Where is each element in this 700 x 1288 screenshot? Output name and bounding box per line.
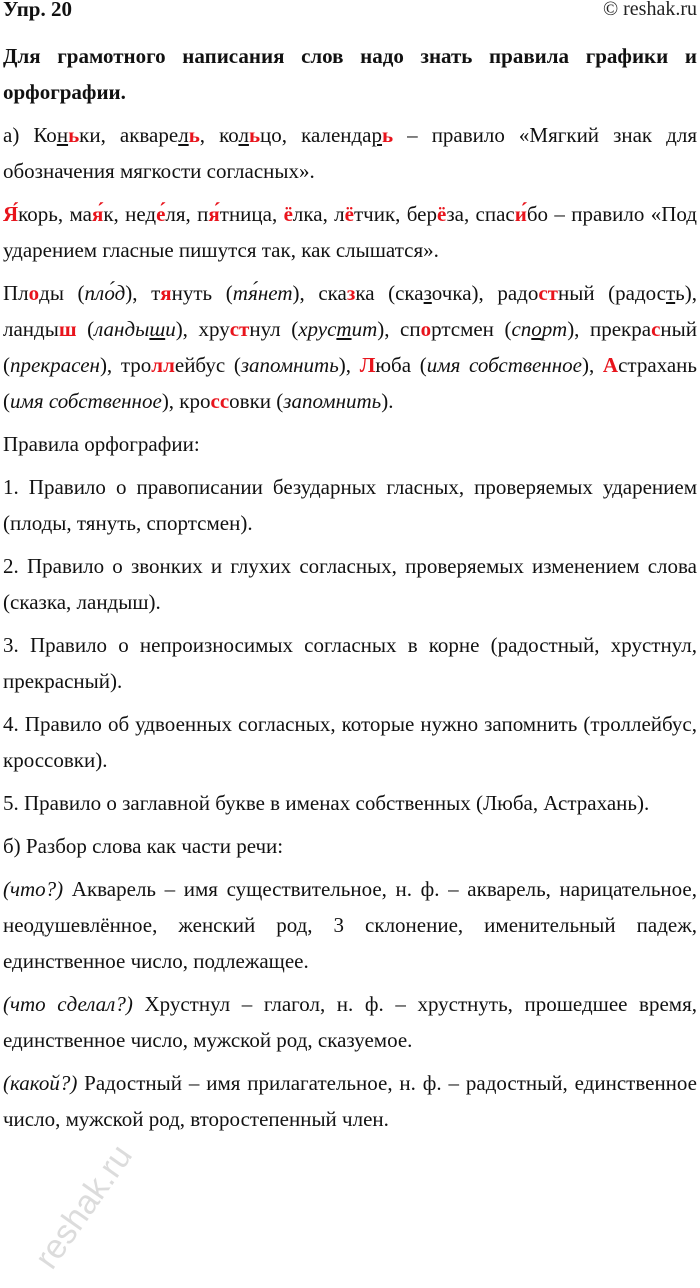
text-run: ейбус ( — [174, 353, 241, 377]
highlighted-letter: ь — [382, 123, 394, 147]
text-run: юба ( — [375, 353, 427, 377]
text-run: ка (ска — [355, 281, 424, 305]
text-run: овки ( — [229, 389, 284, 413]
parse-question: (что?) — [3, 877, 64, 901]
text-run: ), — [581, 353, 603, 377]
text-run: ), ска — [292, 281, 347, 305]
text-run: ь), ланды — [3, 281, 697, 341]
text-run: тя́нет — [232, 281, 293, 305]
rule-item: 5. Правило о заглавной букве в именах собственных (Люба, Астрахань). — [3, 791, 650, 815]
text-run: запомнить — [240, 353, 339, 377]
highlighted-letter: о — [420, 317, 432, 341]
highlighted-letter: ё — [437, 202, 447, 226]
highlighted-letter: и́ — [514, 202, 527, 226]
highlighted-letter: ст — [229, 317, 250, 341]
text-run: бо – правило «Под ударением гласные пишутся так, как слышатся». — [3, 202, 697, 262]
text-run: лка, л — [292, 202, 345, 226]
text-run: за, спас — [446, 202, 515, 226]
text-run: и — [165, 317, 176, 341]
text-run: рт — [541, 317, 568, 341]
text-run: Пл — [3, 281, 29, 305]
text-run: ), — [338, 353, 360, 377]
parse-question: (что сделал?) — [3, 992, 133, 1016]
parse-item — [3, 986, 697, 1058]
highlighted-letter: с — [651, 317, 661, 341]
paragraph-stressed-vowels — [3, 196, 697, 268]
rule-item: 2. Правило о звонких и глухих согласных, проверяемых изменением слова (сказка, ландыш). — [3, 554, 697, 614]
text-run: ный ( — [3, 317, 697, 377]
parse-text: Радостный – имя прилагательное, н. ф. – радостный, единственное число, мужской род, второстепенный член. — [3, 1071, 697, 1131]
intro-text: Для грамотного написания слов надо знать правила графики и орфографии. — [3, 44, 697, 104]
highlighted-letter: ь — [188, 123, 200, 147]
highlighted-letter: о — [28, 281, 40, 305]
text-run: ), кро — [161, 389, 211, 413]
parse-item — [3, 871, 697, 979]
text-run: ки, акваре — [79, 123, 179, 147]
highlighted-letter: Я́ — [3, 202, 19, 226]
rule-item: 4. Правило об удвоенных согласных, которые нужно запомнить (троллейбус, кроссовки). — [3, 712, 697, 772]
rule-item: 3. Правило о непроизносимых согласных в корне (радостный, хрустнул, прекрасный). — [3, 633, 697, 693]
text-run: сп — [511, 317, 532, 341]
text-run: тчик, бер — [354, 202, 437, 226]
text-run: ). — [381, 389, 394, 413]
text-run: л — [178, 123, 189, 147]
text-run: ), прекра — [567, 317, 652, 341]
highlighted-letter: ё — [283, 202, 293, 226]
text-run: нул ( — [249, 317, 299, 341]
text-run: т — [665, 281, 676, 305]
highlighted-letter: А — [602, 353, 619, 377]
text-run: запомнить — [283, 389, 382, 413]
highlighted-letter: я́ — [208, 202, 220, 226]
watermark-logo — [0, 1128, 174, 1288]
text-run: пло́д — [84, 281, 126, 305]
text-run: ланды — [94, 317, 150, 341]
rule-item: 1. Правило о правописании безударных гласных, проверяемых ударением (плоды, тянуть, спортсмен). — [3, 475, 697, 535]
watermark-text: reshak.ru — [27, 1137, 140, 1276]
text-run: л — [238, 123, 249, 147]
text-run: страхань ( — [3, 353, 697, 413]
text-run: ), сп — [377, 317, 421, 341]
parse-item — [3, 1065, 697, 1137]
text-run: з — [423, 281, 432, 305]
copyright: © reshak.ru — [602, 0, 697, 20]
text-run: очка), радо — [431, 281, 539, 305]
text-run: р — [371, 123, 383, 147]
highlighted-letter: Л — [359, 353, 376, 377]
rules-title: Правила орфографии: — [3, 432, 200, 456]
text-run: а) Ко — [3, 123, 57, 147]
text-run: тница, — [219, 202, 284, 226]
text-run: к, нед — [103, 202, 157, 226]
text-run: хрус — [298, 317, 337, 341]
parse-text: Хрустнул – глагол, н. ф. – хрустнуть, прошедшее время, единственное число, мужской род, сказуемое. — [3, 992, 697, 1052]
highlighted-letter: сс — [210, 389, 230, 413]
text-run: ), хру — [175, 317, 230, 341]
text-run: н — [56, 123, 69, 147]
text-run: ), т — [125, 281, 161, 305]
text-run: – правило «Мягкий знак для обозначения мягкости согласных». — [3, 123, 697, 183]
text-run: имя собственное — [10, 389, 162, 413]
text-run: ш — [149, 317, 166, 341]
text-run: о — [531, 317, 542, 341]
text-run: ( — [76, 317, 95, 341]
part-b-title: б) Разбор слова как части речи: — [3, 834, 284, 858]
text-run: ), тро — [99, 353, 152, 377]
text-run: корь, ма — [18, 202, 92, 226]
highlighted-letter: ь — [68, 123, 80, 147]
highlighted-letter: е́ — [156, 202, 166, 226]
text-run: прекрасен — [10, 353, 100, 377]
text-run: ды ( — [39, 281, 85, 305]
highlighted-letter: ш — [58, 317, 77, 341]
text-run: имя собственное — [426, 353, 582, 377]
highlighted-letter: ь — [248, 123, 261, 147]
header — [3, 0, 697, 28]
highlighted-letter: з — [346, 281, 356, 305]
highlighted-letter: ст — [538, 281, 558, 305]
exercise-number: Упр. 20 — [3, 0, 72, 21]
highlighted-letter: лл — [151, 353, 175, 377]
text-run: ный (радос — [557, 281, 666, 305]
text-run: ит — [351, 317, 378, 341]
paragraph-soft-sign — [3, 117, 697, 189]
highlighted-letter: я́ — [91, 202, 104, 226]
text-run: ля, п — [165, 202, 209, 226]
highlighted-letter: ё — [344, 202, 354, 226]
text-run: т — [336, 317, 352, 341]
text-run: цо, календа — [260, 123, 372, 147]
text-run: нуть ( — [171, 281, 233, 305]
parse-question: (какой?) — [3, 1071, 78, 1095]
text-run: , ко — [199, 123, 239, 147]
parse-text: Акварель – имя существительное, н. ф. – акварель, нарицательное, неодушевлённое, женский род, 3 склонение, именительный падеж, единственное число, подлежащее. — [3, 877, 697, 973]
highlighted-letter: я — [160, 281, 172, 305]
text-run: ртсмен ( — [431, 317, 512, 341]
paragraph-word-examples — [3, 275, 697, 419]
